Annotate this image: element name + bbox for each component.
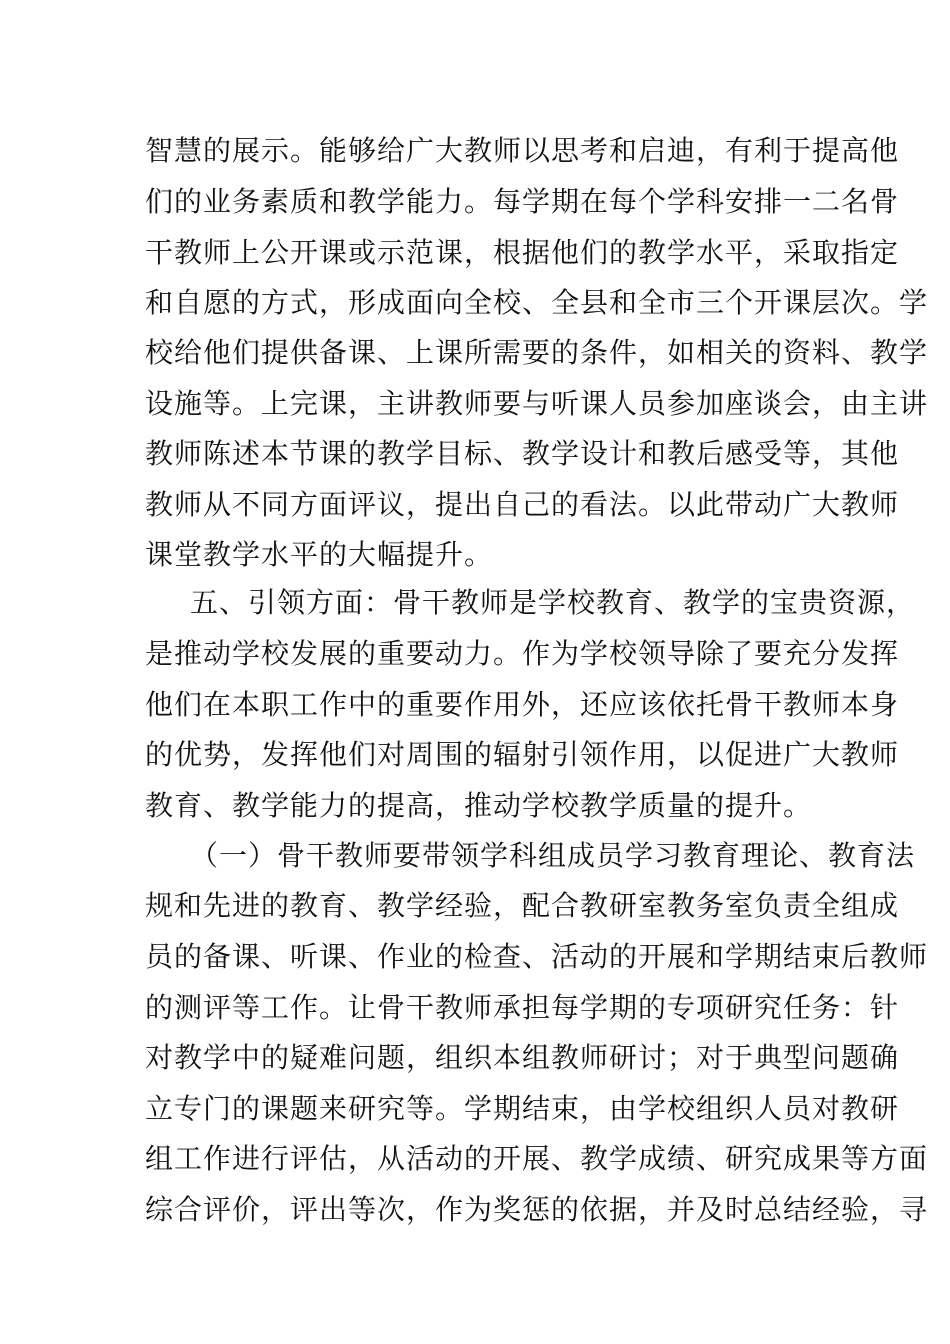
text-line: 们的业务素质和教学能力。每学期在每个学科安排一二名骨	[145, 185, 900, 218]
text-line: （一）骨干教师要带领学科组成员学习教育理论、教育法	[190, 839, 916, 872]
text-line: 综合评价，评出等次，作为奖惩的依据，并及时总结经验，寻	[145, 1193, 929, 1226]
text-line: 是推动学校发展的重要动力。作为学校领导除了要充分发挥	[145, 637, 900, 670]
text-line: 智慧的展示。能够给广大教师以思考和启迪，有利于提高他	[145, 134, 900, 167]
text-line: 组工作进行评估，从活动的开展、教学成绩、研究成果等方面	[145, 1142, 929, 1175]
text-line: 立专门的课题来研究等。学期结束，由学校组织人员对教研	[145, 1092, 900, 1125]
text-line: 教育、教学能力的提高，推动学校教学质量的提升。	[145, 789, 813, 822]
text-line: 的优势，发挥他们对周围的辐射引领作用，以促进广大教师	[145, 738, 900, 771]
text-line: 设施等。上完课，主讲教师要与听课人员参加座谈会，由主讲	[145, 387, 929, 420]
text-line: 课堂教学水平的大幅提升。	[145, 538, 494, 571]
text-line: 的测评等工作。让骨干教师承担每学期的专项研究任务：针	[145, 991, 900, 1024]
text-line: 教师陈述本节课的教学目标、教学设计和教后感受等，其他	[145, 437, 900, 470]
text-line: 员的备课、听课、作业的检查、活动的开展和学期结束后教师	[145, 940, 929, 973]
text-line: 和自愿的方式，形成面向全校、全县和全市三个开课层次。学	[145, 286, 929, 319]
text-line: 对教学中的疑难问题，组织本组教师研讨；对于典型问题确	[145, 1041, 900, 1074]
text-line: 他们在本职工作中的重要作用外，还应该依托骨干教师本身	[145, 688, 900, 721]
text-line: 规和先进的教育、教学经验，配合教研室教务室负责全组成	[145, 889, 900, 922]
text-line: 干教师上公开课或示范课，根据他们的教学水平，采取指定	[145, 236, 900, 269]
text-line: 五、引领方面：骨干教师是学校教育、教学的宝贵资源，	[190, 586, 916, 619]
text-line: 校给他们提供备课、上课所需要的条件，如相关的资料、教学	[145, 336, 929, 369]
text-line: 教师从不同方面评议，提出自己的看法。以此带动广大教师	[145, 488, 900, 521]
